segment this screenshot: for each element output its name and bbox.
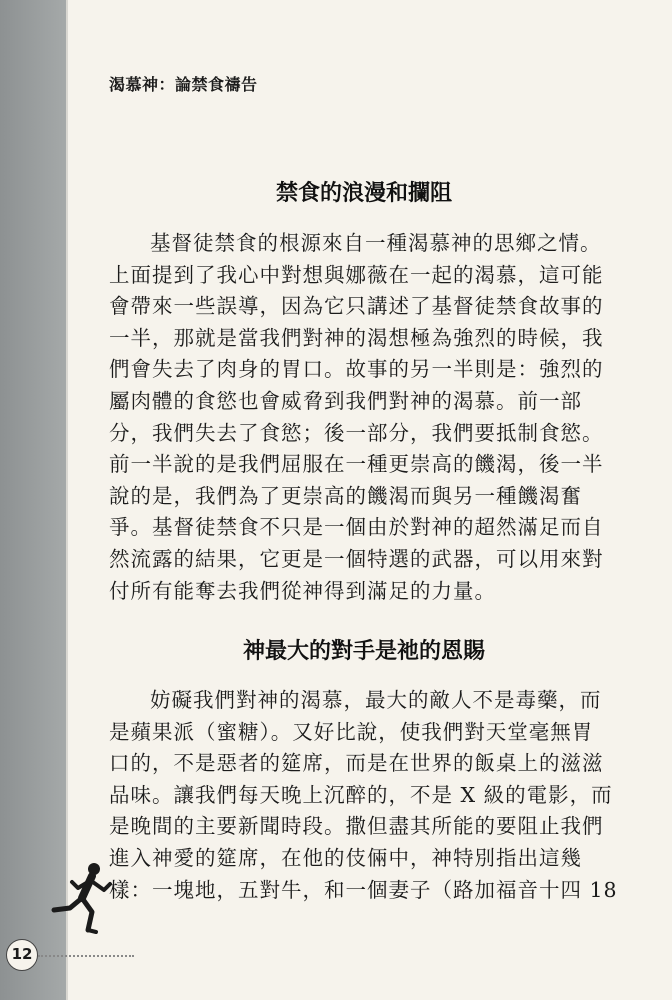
text-line: 是晚間的主要新聞時段。撒但盡其所能的要阻止我們 <box>109 814 604 839</box>
margin-divider <box>66 0 68 1000</box>
footer-dotted-rule <box>38 955 134 957</box>
text-line: 們會失去了肉身的胃口。故事的另一半則是：強烈的 <box>109 357 604 382</box>
runner-icon <box>48 860 118 940</box>
text-line: 爭。基督徒禁食不只是一個由於對神的超然滿足而自 <box>109 515 604 540</box>
text-line: 上面提到了我心中對想與娜薇在一起的渴慕，這可能 <box>109 262 604 287</box>
text-line: 付所有能奪去我們從神得到滿足的力量。 <box>109 578 496 603</box>
text-line: 是蘋果派（蜜糖）。又好比說，使我們對天堂毫無胃 <box>109 719 594 744</box>
text-line: 前一半說的是我們屈服在一種更崇高的饑渴，後一半 <box>109 452 604 477</box>
section-2-body <box>109 685 629 906</box>
text-line: 樣：一塊地，五對牛，和一個妻子（路加福音十四 18 <box>109 877 618 902</box>
text-line: 說的是，我們為了更崇高的饑渴而與另一種饑渴奮 <box>109 483 582 508</box>
text-line: 妨礙我們對神的渴慕，最大的敵人不是毒藥，而 <box>150 688 602 712</box>
text-line: 口的，不是惡者的筵席，而是在世界的飯桌上的滋滋 <box>109 751 604 776</box>
text-line: 品味。讓我們每天晚上沉醉的，不是 X 級的電影，而 <box>109 782 613 807</box>
text-line: 屬肉體的食慾也會威脅到我們對神的渴慕。前一部 <box>109 388 582 413</box>
page-number: 12 <box>6 939 38 971</box>
section-heading-1: 禁食的浪漫和攔阻 <box>275 181 452 206</box>
text-line: 一半，那就是當我們對神的渴想極為強烈的時候，我 <box>109 325 604 350</box>
text-line: 基督徒禁食的根源來自一種渴慕神的思鄉之情。 <box>150 231 602 255</box>
section-1-body <box>109 228 629 607</box>
text-line: 然流露的結果，它更是一個特選的武器，可以用來對 <box>109 546 604 571</box>
text-line: 進入神愛的筵席，在他的伎倆中，神特別指出這幾 <box>109 845 582 870</box>
page-margin-band <box>0 0 66 1000</box>
text-line: 分，我們失去了食慾；後一部分，我們要抵制食慾。 <box>109 420 604 445</box>
text-line: 會帶來一些誤導，因為它只講述了基督徒禁食故事的 <box>109 294 604 319</box>
section-heading-2: 神最大的對手是祂的恩賜 <box>242 639 485 664</box>
running-header: 渴慕神：論禁食禱告 <box>109 75 258 94</box>
